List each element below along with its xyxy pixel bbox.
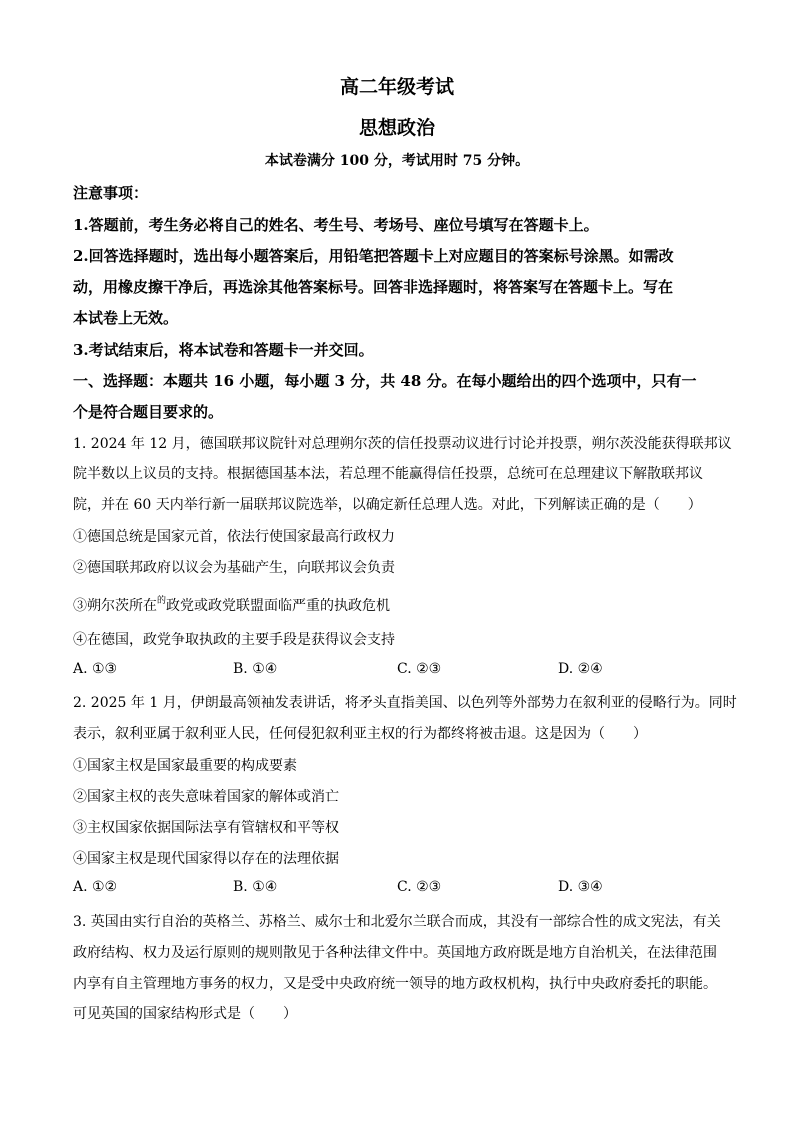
q2-stem-line-1: 2. 2025 年 1 月，伊朗最高领袖发表讲话，将矛头直指美国、以色列等外部势力在叙利亚的侵略行为。同时 (73, 695, 737, 711)
notice-heading: 注意事项： (73, 184, 149, 202)
q1-stem-line-1: 1. 2024 年 12 月，德国联邦议院针对总理朔尔茨的信任投票动议进行讨论并投票，朔尔茨没能获得联邦议 (73, 436, 732, 452)
q1-statement-4: ④在德国，政党争取执政的主要手段是获得议会支持 (73, 632, 395, 648)
q1-statement-2: ②德国联邦政府以议会为基础产生，向联邦议会负责 (73, 560, 395, 576)
notice-item-2-line-1: 2.回答选择题时，选出每小题答案后，用铅笔把答题卡上对应题目的答案标号涂黑。如需改 (73, 247, 674, 265)
exam-title: 高二年级考试 (339, 76, 454, 98)
q3-stem-line-1: 3. 英国由实行自治的英格兰、苏格兰、威尔士和北爱尔兰联合而成，其没有一部综合性的成文宪法，有关 (73, 914, 721, 930)
q1-option-a: A. ①③ (73, 661, 118, 677)
q3-stem-line-3: 内享有自主管理地方事务的权力，又是受中央政府统一领导的地方政权机构，执行中央政府委托的职能。 (73, 976, 717, 992)
notice-item-2-line-3: 本试卷上无效。 (73, 309, 179, 327)
q2-option-b: B. ①④ (233, 879, 278, 895)
q1-option-d: D. ②④ (558, 661, 603, 677)
notice-item-1: 1.答题前，考生务必将自己的姓名、考生号、考场号、座位号填写在答题卡上。 (73, 216, 599, 234)
q1-option-c: C. ②③ (397, 661, 442, 677)
q2-stem-line-2: 表示，叙利亚属于叙利亚人民，任何侵犯叙利亚主权的行为都终将被击退。这是因为（ ） (73, 726, 647, 742)
q2-statement-3: ③主权国家依据国际法享有管辖权和平等权 (73, 820, 339, 836)
q2-statement-1: ①国家主权是国家最重要的构成要素 (73, 758, 297, 774)
subject-title: 思想政治 (358, 117, 435, 139)
q2-option-a: A. ①② (73, 879, 118, 895)
q2-statement-2: ②国家主权的丧失意味着国家的解体或消亡 (73, 789, 339, 805)
section-1-line-1: 一、选择题：本题共 16 小题，每小题 3 分，共 48 分。在每小题给出的四个选项中，只有一 (73, 372, 697, 390)
q1-statement-1: ①德国总统是国家元首，依法行使国家最高行政权力 (73, 529, 395, 545)
q2-option-c: C. ②③ (397, 879, 442, 895)
q1-stem-line-3: 院，并在 60 天内举行新一届联邦议院选举，以确定新任总理人选。对此，下列解读正确的是（ ） (73, 497, 702, 513)
q3-stem-line-4: 可见英国的国家结构形式是（ ） (73, 1006, 297, 1022)
notice-item-3: 3.考试结束后，将本试卷和答题卡一并交回。 (73, 341, 374, 359)
q1-option-b: B. ①④ (233, 661, 278, 677)
notice-item-2-line-2: 动，用橡皮擦干净后，再选涂其他答案标号。回答非选择题时，将答案写在答题卡上。写在 (73, 278, 674, 296)
q1-stem-line-2: 院半数以上议员的支持。根据德国基本法，若总理不能赢得信任投票，总统可在总理建议下解散联邦议 (73, 466, 703, 482)
exam-info: 本试卷满分 100 分，考试用时 75 分钟。 (264, 153, 530, 169)
q3-stem-line-2: 政府结构、权力及运行原则的规则散见于各种法律文件中。英国地方政府既是地方自治机关，在法律范围 (73, 945, 717, 961)
q2-statement-4: ④国家主权是现代国家得以存在的法理依据 (73, 851, 339, 867)
q2-option-d: D. ③④ (558, 879, 603, 895)
q1-statement-3: ③朔尔茨所在$^的$政党或政党联盟面临严重的执政危机 (73, 596, 391, 614)
section-1-line-2: 个是符合题目要求的。 (73, 403, 224, 421)
